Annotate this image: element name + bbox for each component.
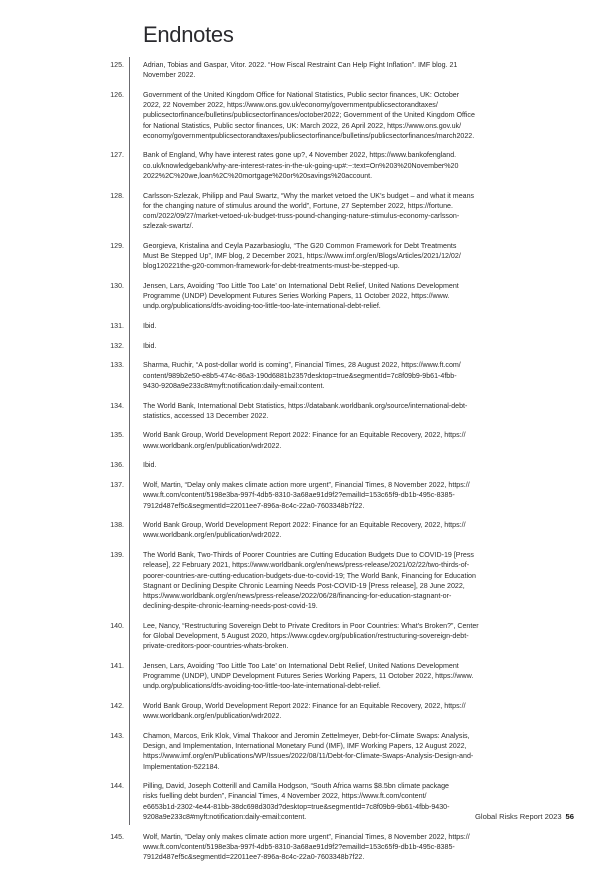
- page-title: Endnotes: [143, 22, 234, 47]
- endnote-text: The World Bank, Two-Thirds of Poorer Countries are Cutting Education Budgets Due to COVID-19 [Press release], 22 February 2021, https://www.worldbank.org/en/news/press-release/2021/02/22/two-thirds-of- poorer-countries-are-cutting-education-budgets-due-to-covid-19; The World Bank, Financing for Education Stagnant or Declining Despite Chronic Learning Needs Post-COVID-19 [Press release], 28 June 2022, https://www.worldbank.org/en/news/press-release/2022/06/28/financing-for-education-stagnant-or- declining-despite-chronic-learning-needs-post-covid-19.: [143, 551, 476, 611]
- endnote-item: [0, 480, 600, 511]
- endnote-text: Ibid.: [143, 322, 157, 331]
- endnote-number: 138.: [110, 521, 124, 530]
- endnote-text: Ibid.: [143, 341, 157, 350]
- endnote-number: 131.: [110, 322, 124, 331]
- endnote-number: 136.: [110, 461, 124, 470]
- endnote-item: [0, 430, 600, 450]
- endnote-item: [0, 621, 600, 652]
- endnote-text: Jensen, Lars, Avoiding ‘Too Little Too Late’ on International Debt Relief, United Nations Development Programme (UNDP) Development Futures Series Working Papers, 11 October 2022, https://www. undp.org/publications/dfs-avoiding-too-little-too-late-international-debt-relief.: [143, 281, 459, 311]
- endnote-text: Sharma, Ruchir, “A post-dollar world is coming”, Financial Times, 28 August 2022, https://www.ft.com/ content/989b2e50-e8b5-474c-86a3-190d6881b235?desktop=true&segmentId=7c8f09b9-9b61-4fbb- 9430-9208a9e233c8#myft:notification:daily-email:content.: [143, 361, 461, 390]
- endnote-text: Lee, Nancy, “Restructuring Sovereign Debt to Private Creditors in Poor Countries: What’s Broken?”, Center for Global Development, 5 August 2020, https://www.cgdev.org/publication/restructuring-sovereign-debt- private-creditors-poor-countries-whats-broken.: [143, 621, 479, 651]
- endnote-number: 134.: [110, 401, 124, 410]
- endnote-item: [0, 191, 600, 232]
- endnote-number: 125.: [110, 61, 124, 69]
- endnote-number: 130.: [110, 281, 124, 290]
- endnote-number: 133.: [110, 361, 124, 370]
- endnote-text: Wolf, Martin, “Delay only makes climate action more urgent”, Financial Times, 8 November 2022, https:// www.ft.com/content/5198e3ba-997f-4db5-8310-3a68ae91d9f2?emailId=153c65f9-db1b-495c-8385- 7912d487ef5c&segmentId=22011ee7-896a-8c4c-22a0-7603348b7f22.: [143, 832, 470, 861]
- endnote-number: 128.: [110, 191, 124, 200]
- page-footer: [475, 812, 574, 821]
- endnote-item: [0, 701, 600, 721]
- endnote-text: Chamon, Marcos, Erik Klok, Vimal Thakoor and Jeromin Zettelmeyer, Debt-for-Climate Swaps: Analysis, Design, and Implementation, International Monetary Fund (IMF), IMF Working Papers, 12 August 2022, https://www.imf.org/en/Publications/WP/Issues/2022/08/11/Debt-for-Climate-Swaps-Analysis-Design-and- Implementation-522184.: [143, 731, 474, 771]
- endnote-number: 144.: [110, 782, 124, 791]
- endnote-text: Adrian, Tobias and Gaspar, Vitor. 2022. “How Fiscal Restraint Can Help Fight Inflation”. IMF blog. 21 November 2022.: [143, 61, 458, 80]
- endnote-number: 140.: [110, 621, 124, 630]
- endnote-text: World Bank Group, World Development Report 2022: Finance for an Equitable Recovery, 2022, https:// www.worldbank.org/en/publication/wdr2022.: [143, 702, 466, 721]
- endnote-item: [0, 520, 600, 540]
- endnote-number: 141.: [110, 661, 124, 670]
- endnote-text: World Bank Group, World Development Report 2022: Finance for an Equitable Recovery, 2022, https:// www.worldbank.org/en/publication/wdr2022.: [143, 431, 466, 450]
- endnote-item: [0, 281, 600, 312]
- endnote-text: The World Bank, International Debt Statistics, https://databank.worldbank.org/source/international-debt- statistics, accessed 13 December 2022.: [143, 401, 468, 420]
- endnote-text: Pilling, David, Joseph Cotterill and Camilla Hodgson, “South Africa warns $8.5bn climate package risks fuelling debt burden”, Financial Times, 4 November 2022, https://www.ft.com/content/ e6653b1d-2302-4e44-81bb-38dc698d303d?desktop=true&segmentId=7c8f09b9-9b61-4fbb-9430- 9208a9e233c8#myft:notification:daily-email:content.: [143, 782, 450, 821]
- endnote-item: [0, 150, 600, 181]
- endnote-text: Wolf, Martin, “Delay only makes climate action more urgent”, Financial Times, 8 November 2022, https:// www.ft.com/content/5198e3ba-997f-4db5-8310-3a68ae91d9f2?emailId=153c65f9-db1b-495c-8385- 7912d487ef5c&segmentId=22011ee7-896a-8c4c-22a0-7603348b7f22.: [143, 481, 470, 510]
- endnote-text: Georgieva, Kristalina and Ceyla Pazarbasioglu, “The G20 Common Framework for Debt Treatments Must Be Stepped Up”, IMF blog, 2 December 2021, https://www.imf.org/en/Blogs/Articles/2021/12/02/ blog120221the-g20-common-framework-for-debt-treatments-must-be-stepped-up.: [143, 241, 461, 271]
- endnote-item: [0, 60, 600, 80]
- endnote-number: 135.: [110, 431, 124, 440]
- endnote-item: [0, 832, 600, 863]
- endnotes-list: [0, 60, 600, 872]
- endnote-number: 137.: [110, 481, 124, 490]
- endnote-number: 145.: [110, 832, 124, 841]
- endnote-number: 143.: [110, 731, 124, 740]
- endnote-item: [0, 90, 600, 141]
- endnote-item: [0, 321, 600, 331]
- endnote-text: World Bank Group, World Development Report 2022: Finance for an Equitable Recovery, 2022, https:// www.worldbank.org/en/publication/wdr2022.: [143, 521, 466, 540]
- endnote-number: 132.: [110, 341, 124, 350]
- endnote-text: Ibid.: [143, 461, 157, 470]
- endnote-number: 129.: [110, 241, 124, 250]
- endnote-text: Jensen, Lars, Avoiding ‘Too Little Too Late’ on International Debt Relief, United Nations Development Programme (UNDP), UNDP Development Futures Series Working Papers, 11 October 2022, https://www. undp.org/publications/dfs-avoiding-too-little-too-late-international-debt-relief.: [143, 661, 474, 691]
- endnote-item: [0, 731, 600, 772]
- endnote-text: Government of the United Kingdom Office for National Statistics, Public sector finances, UK: October 2022, 22 November 2022, https://www.ons.gov.uk/economy/governmentpublicsectorandtaxes/ publicsectorfinance/bulletins/publicsectorfinances/october2022; Government of the United Kingdom Office for National Statistics, Public sector finances, UK: March 2022, 26 April 2022, https://www.ons.gov.uk/ economy/governmentpublicsectorandtaxes/publicsectorfinance/bulletins/publicsectorfinances/march2022.: [143, 90, 475, 140]
- endnote-text: Bank of England, Why have interest rates gone up?, 4 November 2022, https://www.bankofengland. co.uk/knowledgebank/why-are-interest-rates-in-the-uk-going-up#:~:text=On%203%20November%20 2022%2C%20we,loan%2C%20mortgage%20or%20savings%20account.: [143, 151, 459, 180]
- endnote-item: [0, 341, 600, 351]
- endnote-item: [0, 550, 600, 611]
- page-number: 56: [565, 812, 574, 821]
- endnote-number: 126.: [110, 90, 124, 99]
- report-name: Global Risks Report 2023: [475, 812, 562, 821]
- endnote-item: [0, 661, 600, 692]
- endnote-number: 127.: [110, 151, 124, 160]
- endnote-item: [0, 401, 600, 421]
- endnote-item: [0, 360, 600, 391]
- endnote-item: [0, 460, 600, 470]
- endnote-number: 139.: [110, 551, 124, 560]
- endnote-number: 142.: [110, 702, 124, 711]
- endnote-item: [0, 241, 600, 272]
- endnote-text: Carlsson-Szlezak, Philipp and Paul Swartz, “Why the market vetoed the UK’s budget – and what it means for the changing nature of stimulus around the world”, Fortune, 27 September 2022, https://fortune. com/2022/09/27/market-vetoed-uk-budget-truss-pound-changing-nature-stimulus-economy-carlsson- szlezak-swartz/.: [143, 191, 475, 231]
